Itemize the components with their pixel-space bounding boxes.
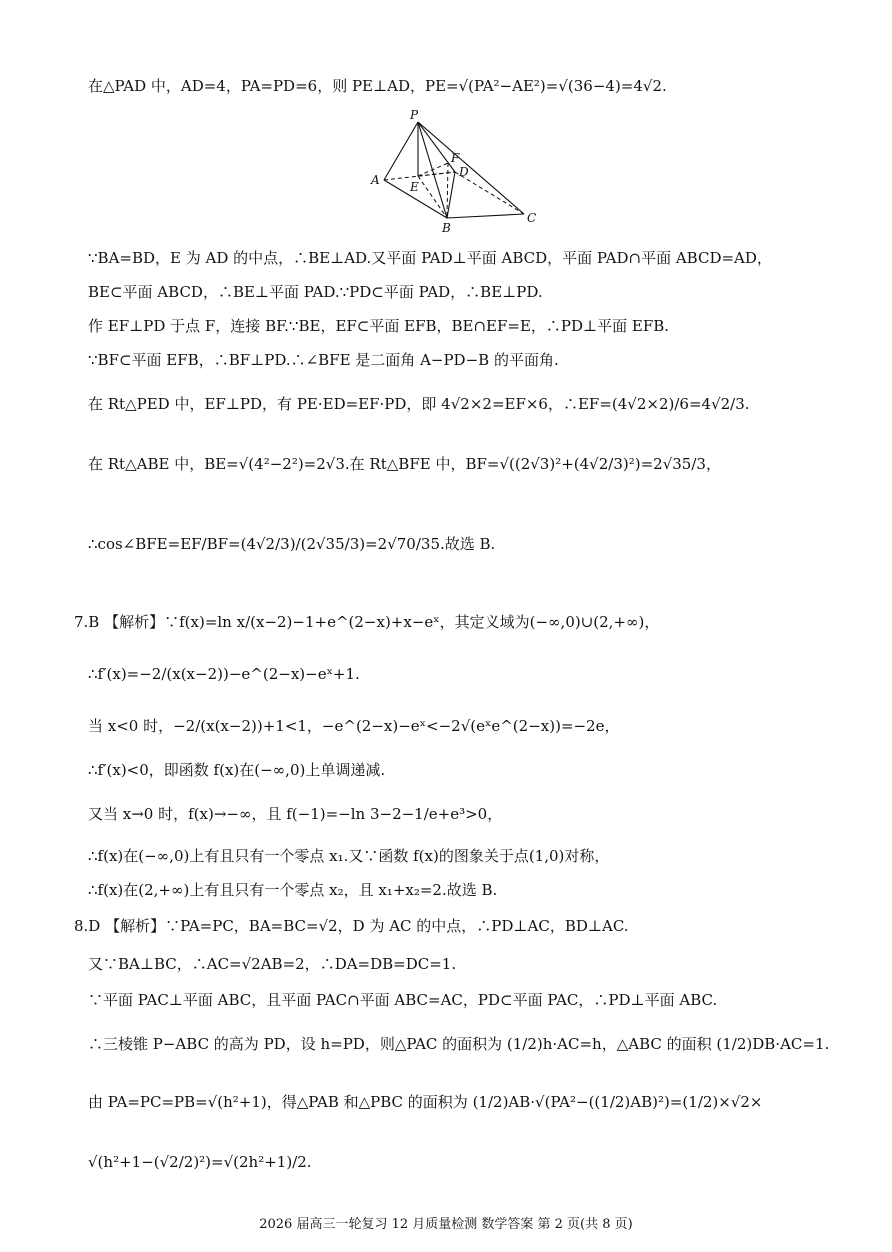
label-P: P [410,108,419,122]
label-A: A [371,173,380,187]
label-E: E [410,180,419,194]
solution-line-12: 又当 x→0 时，f(x)→−∞，且 f(−1)=−ln 3−2−1/e+e³>0， [88,805,503,823]
solution-line-16: ∵平面 PAC⊥平面 ABC，且平面 PAC∩平面 ABC=AC，PD⊂平面 PAC，∴PD⊥平面 ABC. [88,991,718,1009]
pyramid-diagram [360,106,550,238]
solution-line-5: ∵BF⊂平面 EFB，∴BF⊥PD.∴∠BFE 是二面角 A−PD−B 的平面角. [88,351,559,369]
question-7-answer: 7.B 【解析】∵f(x)=ln x/(x−2)−1+e^(2−x)+x−eˣ，其定义域为(−∞,0)∪(2,+∞)， [74,613,660,631]
solution-line-1: 在△PAD 中，AD=4，PA=PD=6，则 PE⊥AD，PE=√(PA²−AE²)=√(36−4)=4√2. [88,77,667,95]
label-F: F [451,151,460,165]
page-footer: 2026 届高三一轮复习 12 月质量检测 数学答案 第 2 页(共 8 页) [259,1217,633,1232]
solution-line-14: ∴f(x)在(2,+∞)上有且只有一个零点 x₂，且 x₁+x₂=2.故选 B. [88,881,498,899]
solution-line-2: ∵BA=BD，E 为 AD 的中点，∴BE⊥AD.又平面 PAD⊥平面 ABCD，平面 PAD∩平面 ABCD=AD， [88,249,772,267]
label-C: C [527,211,537,225]
label-D: D [459,165,469,179]
edge-PC [418,122,524,214]
solution-line-3: BE⊂平面 ABCD，∴BE⊥平面 PAD.∵PD⊂平面 PAD，∴BE⊥PD. [88,283,543,301]
solution-line-13: ∴f(x)在(−∞,0)上有且只有一个零点 x₁.又∵函数 f(x)的图象关于点(1,0)对称， [88,847,610,865]
solution-line-4: 作 EF⊥PD 于点 F，连接 BF.∵BE，EF⊂平面 EFB，BE∩EF=E，∴PD⊥平面 EFB. [88,317,670,335]
edge-PA [384,122,418,180]
solution-line-7: 在 Rt△ABE 中，BE=√(4²−2²)=2√3.在 Rt△BFE 中，BF=√((2√3)²+(4√2/3)²)=2√35/3， [88,455,721,473]
solution-line-10: 当 x<0 时，−2/(x(x−2))+1<1，−e^(2−x)−eˣ<−2√(eˣe^(2−x))=−2e， [88,717,620,735]
solution-line-15: 又∵BA⊥BC，∴AC=√2AB=2，∴DA=DB=DC=1. [88,955,457,973]
edge-PD [418,122,455,172]
label-B: B [442,221,451,235]
question-8-answer: 8.D 【解析】∵PA=PC，BA=BC=√2，D 为 AC 的中点，∴PD⊥AC，BD⊥AC. [74,917,629,935]
solution-line-11: ∴f′(x)<0，即函数 f(x)在(−∞,0)上单调递减. [88,761,386,779]
solution-line-6: 在 Rt△PED 中，EF⊥PD，有 PE·ED=EF·PD，即 4√2×2=EF×6，∴EF=(4√2×2)/6=4√2/3. [88,395,750,413]
solution-line-17: ∴三棱锥 P−ABC 的高为 PD，设 h=PD，则△PAC 的面积为 (1/2)h·AC=h，△ABC 的面积 (1/2)DB·AC=1. [88,1035,830,1053]
solution-line-8: ∴cos∠BFE=EF/BF=(4√2/3)/(2√35/3)=2√70/35.故选 B. [88,535,496,553]
edge-FB [447,163,448,218]
solution-line-18: 由 PA=PC=PB=√(h²+1)，得△PAB 和△PBC 的面积为 (1/2)AB·√(PA²−((1/2)AB)²)=(1/2)×√2× [88,1093,763,1111]
solution-line-19: √(h²+1−(√2/2)²)=√(2h²+1)/2. [88,1153,312,1171]
pyramid-figure [360,106,550,238]
edge-BC [447,214,524,218]
solution-line-9: ∴f′(x)=−2/(x(x−2))−e^(2−x)−eˣ+1. [88,665,360,683]
edge-EB [418,176,447,218]
